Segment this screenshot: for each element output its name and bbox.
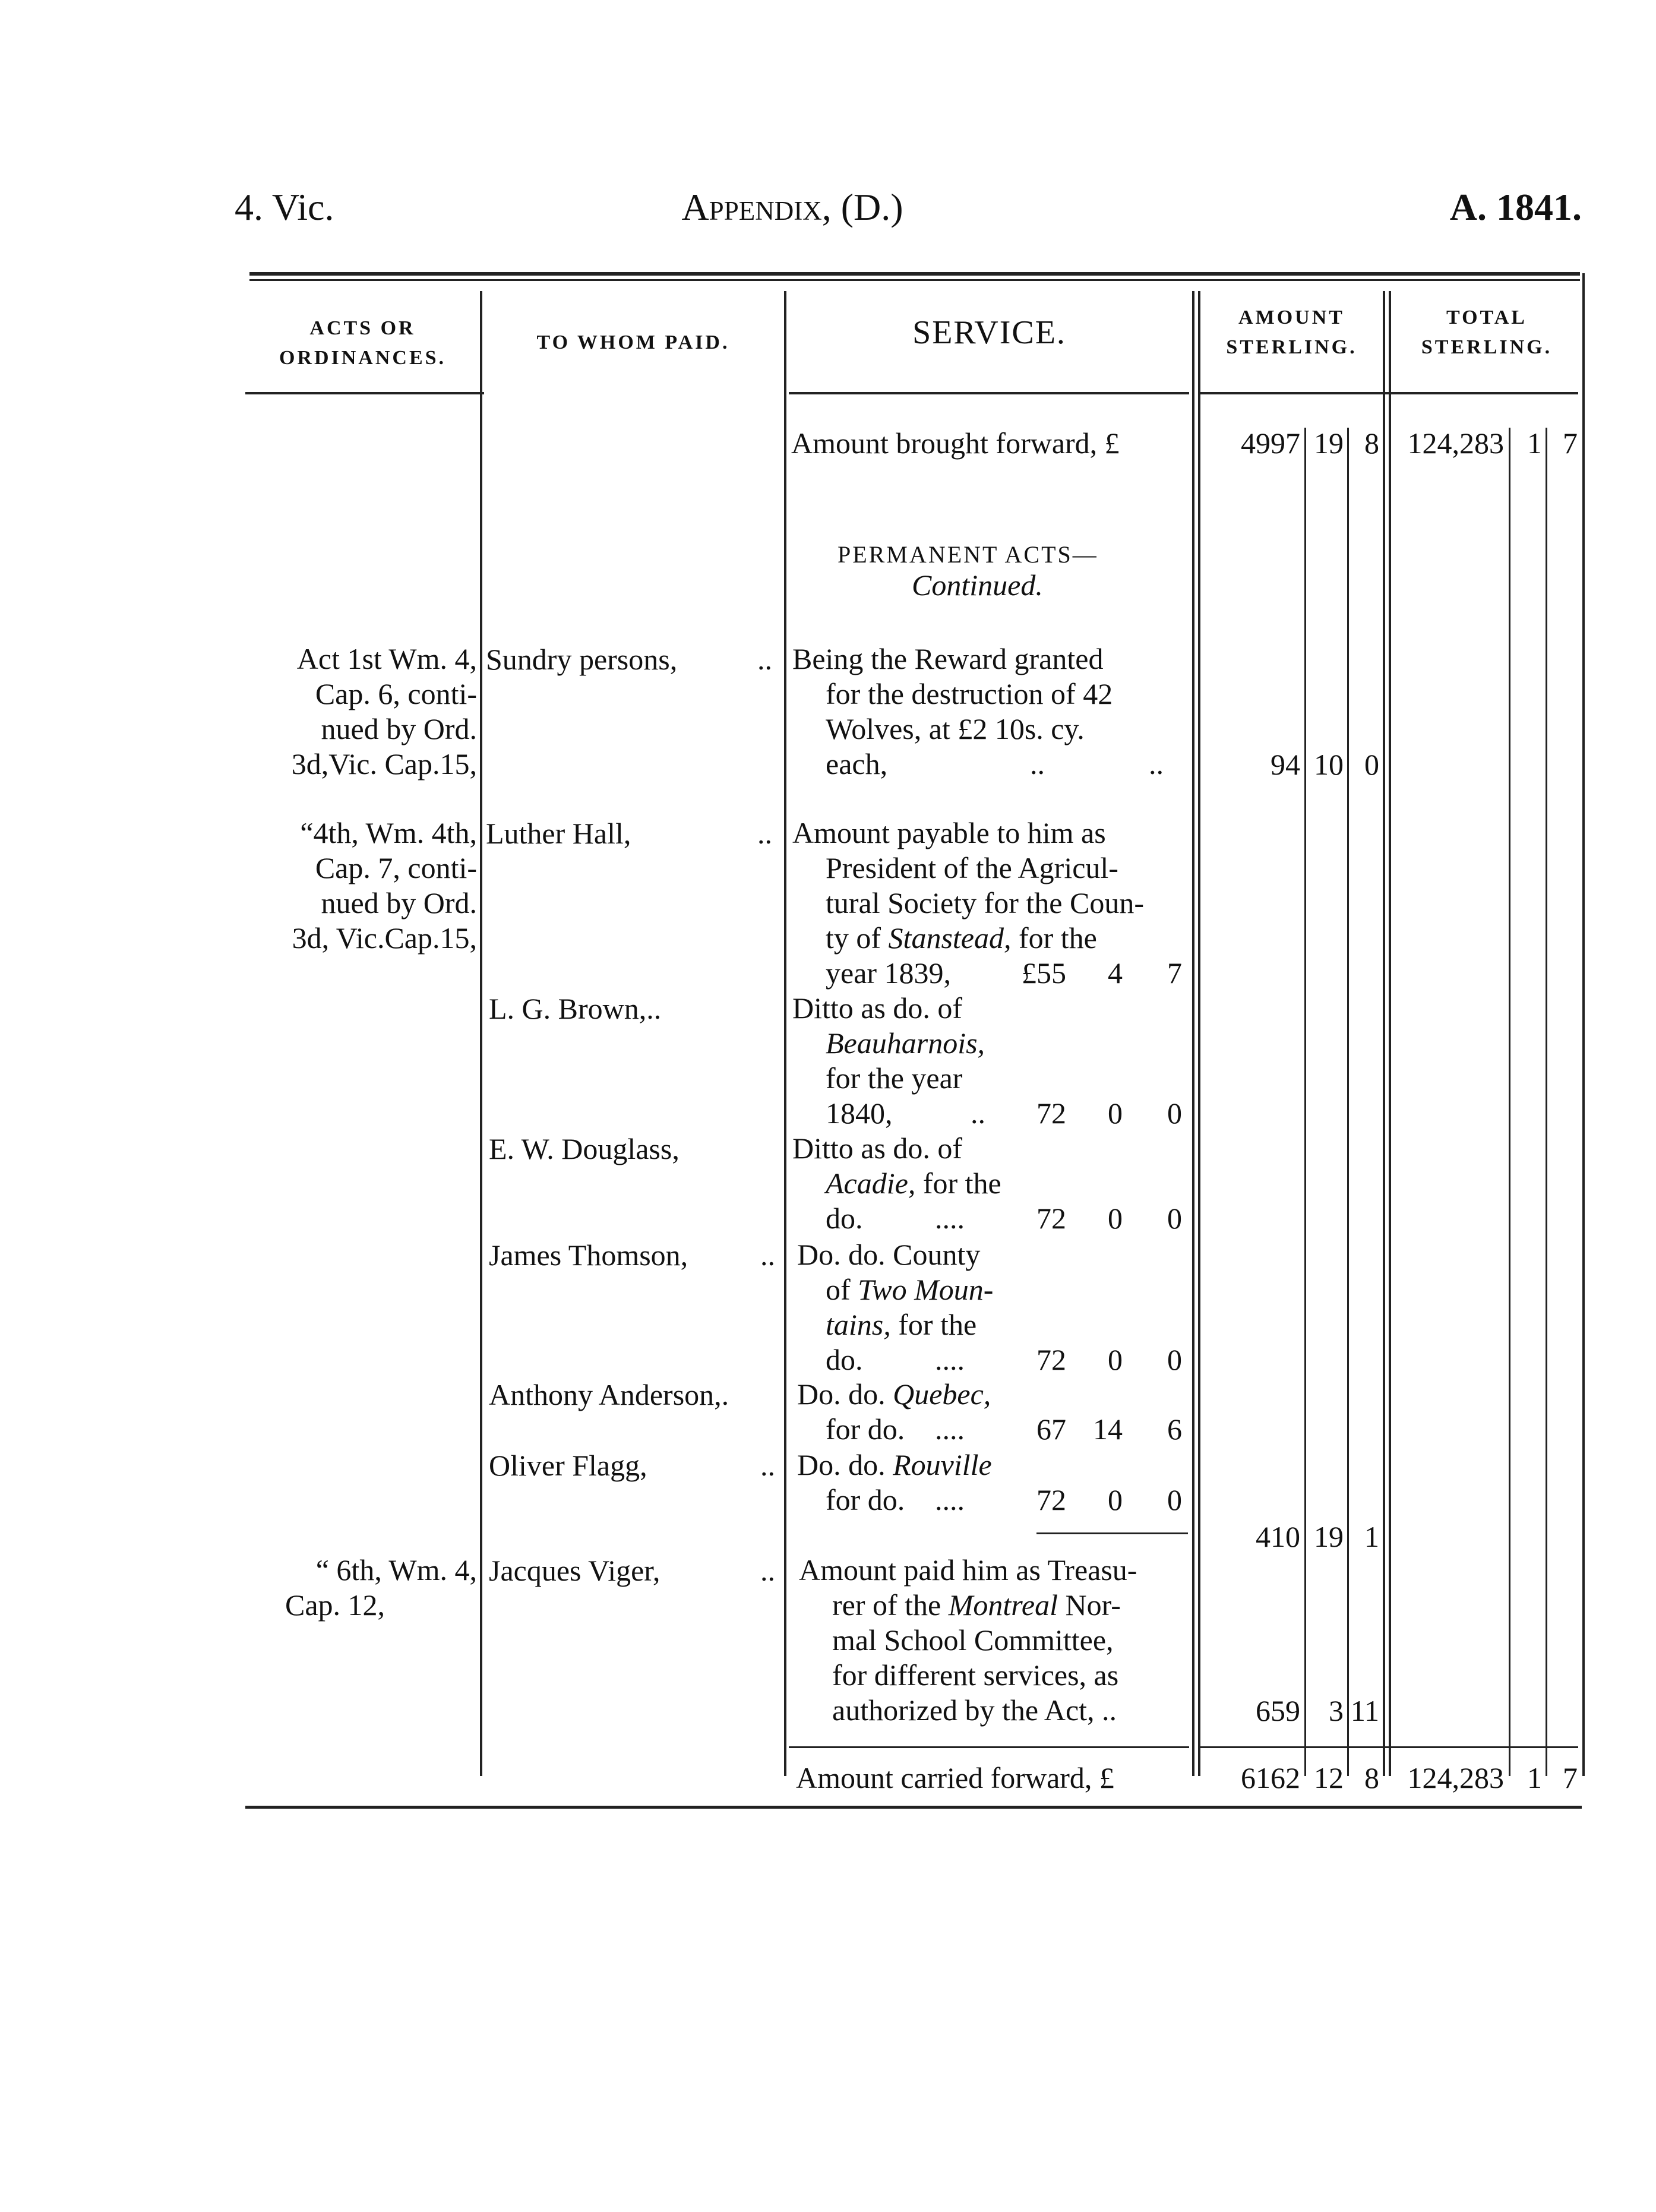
carried-forward-total-pence: 7: [1563, 1761, 1578, 1794]
col-header-total: [1391, 303, 1582, 362]
sub-shillings: 14: [1093, 1412, 1123, 1446]
entry1-service-line: Being the Reward granted: [792, 642, 1104, 675]
col-header-amount-line1: AMOUNT: [1238, 306, 1345, 328]
payee-name: E. W. Douglass,: [489, 1132, 680, 1165]
page-header-right: A. 1841.: [1449, 186, 1582, 228]
entry2-service-for-the: for the: [1011, 921, 1097, 955]
entry2-service-line: Amount payable to him as: [792, 816, 1106, 849]
top-rule-thin: [249, 279, 1580, 281]
brought-forward-total-pounds: 124,283: [1407, 426, 1504, 460]
sub-item-l2-text: for the: [915, 1167, 1001, 1200]
col-line-sh-4: [1546, 428, 1547, 1776]
sub-shillings: 4: [1108, 956, 1123, 990]
sub-item-dots: ..: [971, 1096, 985, 1130]
carried-rule-amounts: [1198, 1746, 1578, 1748]
entry1-payee: Sundry persons,: [486, 643, 678, 676]
entry3-act-line: “ 6th, Wm. 4,: [315, 1553, 477, 1587]
col-line-1: [480, 291, 482, 1776]
sub-item-l3: for the year: [826, 1061, 963, 1095]
sub-item-l4: do.: [826, 1343, 863, 1376]
sub-item-dots: ....: [935, 1412, 965, 1446]
entry3-payee: Jacques Viger,: [489, 1554, 660, 1587]
sub-item-l1: [797, 1448, 1189, 1483]
col-line-2: [784, 291, 786, 1776]
sub-item: [797, 1377, 1189, 1447]
entry3-service-line: for different services, as: [832, 1658, 1119, 1692]
sub-pence: 7: [1167, 956, 1182, 990]
brought-forward-shillings: 19: [1314, 426, 1344, 460]
payee-dots: ..: [760, 1449, 775, 1482]
entry2-service-line: President of the Agricul-: [826, 851, 1118, 884]
entry2-subtotal-shillings: 19: [1314, 1520, 1344, 1553]
col-line-3a: [1192, 291, 1194, 1776]
sub-shillings: 0: [1108, 1202, 1123, 1235]
entry1-act-line: Cap. 6, conti-: [315, 677, 477, 710]
sub-pounds: 72: [1036, 1483, 1066, 1516]
entry3-service-montreal: Montreal: [948, 1588, 1058, 1622]
section-title: PERMANENT ACTS—: [838, 541, 1098, 568]
sub-item-l2: for do.: [826, 1483, 905, 1516]
sub-pounds: 72: [1036, 1096, 1066, 1130]
sub-item-l1: [797, 1377, 1189, 1412]
entry1-amount-shillings: 10: [1314, 748, 1344, 781]
entry2-service-year: year 1839,: [826, 956, 952, 990]
payee-name: Luther Hall,: [486, 817, 631, 850]
entry3-service-line: authorized by the Act, ..: [832, 1693, 1117, 1727]
sub-item-l1: Ditto as do. of: [792, 991, 963, 1025]
entry1-service-dots2: ..: [1149, 747, 1164, 780]
entry3-service-line: mal School Committee,: [832, 1623, 1114, 1657]
entry2-subtotal-pounds: 410: [1256, 1520, 1300, 1553]
sub-item-l4-text: 1840,: [826, 1096, 893, 1130]
sub-pence: 0: [1167, 1202, 1182, 1235]
entry1-act-line: Act 1st Wm. 4,: [296, 642, 477, 675]
sub-item-l2-text: of: [826, 1273, 858, 1306]
col-header-acts-line2: ORDINANCES.: [279, 347, 447, 369]
entry2-subtotal-pence: 1: [1364, 1520, 1379, 1553]
payee-name: L. G. Brown,..: [489, 992, 662, 1025]
sub-pounds: 72: [1036, 1202, 1066, 1235]
top-rule: [249, 272, 1580, 276]
entry3-service-line: Amount paid him as Treasu-: [799, 1553, 1137, 1587]
carried-forward-pounds: 6162: [1241, 1761, 1300, 1794]
page-header-title: Appendix, (D.): [681, 186, 903, 228]
carried-rule-service: [789, 1746, 1189, 1748]
entry2-service-county: Stanstead,: [888, 921, 1012, 955]
header-underline-amounts: [1198, 392, 1578, 394]
brought-forward-total-pence: 7: [1563, 426, 1578, 460]
entry1-amount-pence: 0: [1364, 748, 1379, 781]
col-header-service: SERVICE.: [912, 314, 1066, 351]
entry1-service: [792, 642, 1189, 782]
sub-item-dots: ....: [935, 1343, 965, 1376]
entry2-service-line: [792, 921, 1189, 956]
entry1-service-line: for the destruction of 42: [826, 677, 1113, 710]
entry1-service-line: Wolves, at £2 10s. cy.: [826, 712, 1085, 745]
sub-item-l2: [797, 1272, 1189, 1307]
sub-pence: 0: [1167, 1483, 1182, 1516]
col-line-sh-3: [1509, 428, 1510, 1776]
col-line-sh-1: [1304, 428, 1306, 1776]
brought-forward-pounds: 4997: [1241, 426, 1300, 460]
sub-pounds: 72: [1036, 1343, 1066, 1376]
header-underline-acts: [245, 392, 484, 394]
sub-item-l2: for do.: [826, 1412, 905, 1446]
entry3-act: [235, 1553, 477, 1623]
sub-item-dots: ....: [935, 1483, 965, 1516]
header-underline-service: [789, 392, 1189, 394]
sub-item-l1-italic: Rouville: [893, 1448, 992, 1481]
sub-item: [792, 1131, 1189, 1236]
entry2-act: [235, 816, 477, 956]
sub-item-l1-text: Do. do.: [797, 1448, 893, 1481]
payee-dots: ..: [757, 817, 772, 850]
sub-item: [792, 991, 1189, 1131]
entry1-service-each: each,: [826, 747, 888, 780]
col-header-acts: [245, 314, 480, 373]
col-line-4b: [1389, 291, 1391, 1776]
entry3-amount-shillings: 3: [1329, 1694, 1344, 1727]
sub-item-l2-italic: Two Moun-: [858, 1273, 994, 1306]
sub-pence: 6: [1167, 1412, 1182, 1446]
sub-item: [797, 1237, 1189, 1377]
entry1-amount-pounds: 94: [1271, 748, 1300, 781]
entry2-service-line: tural Society for the Coun-: [826, 886, 1144, 919]
sub-item-l1: Do. do. County: [797, 1238, 981, 1271]
sub-shillings: 0: [1108, 1483, 1123, 1516]
section-continued: Continued.: [912, 568, 1043, 602]
sub-pence: 0: [1167, 1343, 1182, 1376]
carried-forward-label: Amount carried forward, £: [796, 1761, 1114, 1794]
entry1-service-dots: ..: [1030, 747, 1045, 780]
entry1-service-last-line: [792, 747, 1189, 782]
entry3-payee-dots: ..: [760, 1554, 775, 1587]
entry1-act: [235, 642, 477, 782]
sub-item-l3: do.: [826, 1202, 863, 1235]
col-header-to-whom: TO WHOM PAID.: [536, 331, 730, 353]
entry2-act-line: 3d, Vic.Cap.15,: [292, 921, 477, 955]
entry2-service-ty-of: ty of: [826, 921, 889, 955]
col-header-amount: [1200, 303, 1383, 362]
sub-item: [797, 1448, 1189, 1518]
col-line-4a: [1383, 291, 1385, 1776]
sub-item-l3-text: for the: [890, 1308, 977, 1341]
sub-item-l3-italic: tains,: [826, 1308, 891, 1341]
entry2-service: [792, 816, 1189, 956]
carried-forward-total-pounds: 124,283: [1407, 1761, 1504, 1794]
entry3-amount-pence: 11: [1350, 1694, 1379, 1727]
bottom-rule: [245, 1806, 1582, 1809]
entry1-payee-dots: ..: [757, 643, 772, 676]
sub-pence: 0: [1167, 1096, 1182, 1130]
sub-item-l1: Ditto as do. of: [792, 1132, 963, 1165]
sub-shillings: 0: [1108, 1343, 1123, 1376]
entry3-service-l2b: Nor-: [1057, 1588, 1121, 1622]
entry1-act-line: nued by Ord.: [321, 712, 477, 745]
payee-dots: ..: [760, 1238, 775, 1272]
sub-pounds: 67: [1036, 1412, 1066, 1446]
col-line-sh-2: [1347, 428, 1349, 1776]
sub-item-l2: Beauharnois,: [826, 1026, 985, 1060]
page-header-left: 4. Vic.: [235, 186, 334, 228]
entry1-act-line: 3d,Vic. Cap.15,: [291, 747, 477, 780]
col-header-amount-line2: STERLING.: [1226, 336, 1357, 358]
sub-item-l2-italic: Acadie,: [826, 1167, 916, 1200]
sub-item-l1-italic: Quebec,: [893, 1377, 991, 1411]
entry2-first-sub: [826, 956, 1182, 991]
col-header-total-line2: STERLING.: [1421, 336, 1553, 358]
col-header-total-line1: TOTAL: [1446, 306, 1527, 328]
entry2-act-line: “4th, Wm. 4th,: [300, 816, 477, 849]
sub-item-l3: [797, 1307, 1189, 1342]
subtotal-rule: [1036, 1532, 1188, 1534]
brought-forward-pence: 8: [1364, 426, 1379, 460]
entry3-amount-pounds: 659: [1256, 1694, 1300, 1727]
payee-name: James Thomson,: [489, 1238, 688, 1272]
col-header-acts-line1: ACTS OR: [309, 317, 416, 339]
sub-pounds: £55: [1022, 956, 1066, 990]
brought-forward-total-shillings: 1: [1527, 426, 1542, 460]
sub-item-l2: [792, 1166, 1189, 1201]
entry3-service-line: [799, 1588, 1191, 1623]
sub-item-l1-text: Do. do.: [797, 1377, 893, 1411]
entry2-act-line: nued by Ord.: [321, 886, 477, 919]
carried-forward-shillings: 12: [1314, 1761, 1344, 1794]
payee-name: Anthony Anderson,.: [489, 1378, 729, 1411]
entry3-act-line: Cap. 12,: [285, 1588, 385, 1622]
payee-name: Oliver Flagg,: [489, 1449, 647, 1482]
col-line-5: [1582, 273, 1585, 1776]
carried-forward-total-shillings: 1: [1527, 1761, 1542, 1794]
sub-shillings: 0: [1108, 1096, 1123, 1130]
sub-item-l4: [792, 1096, 1189, 1131]
sub-item-dots: ....: [935, 1202, 965, 1235]
entry2-act-line: Cap. 7, conti-: [315, 851, 477, 884]
brought-forward-label: Amount brought forward, £: [791, 426, 1120, 460]
entry3-service: [799, 1553, 1191, 1728]
entry3-service-l2a: rer of the: [832, 1588, 949, 1622]
carried-forward-pence: 8: [1364, 1761, 1379, 1794]
